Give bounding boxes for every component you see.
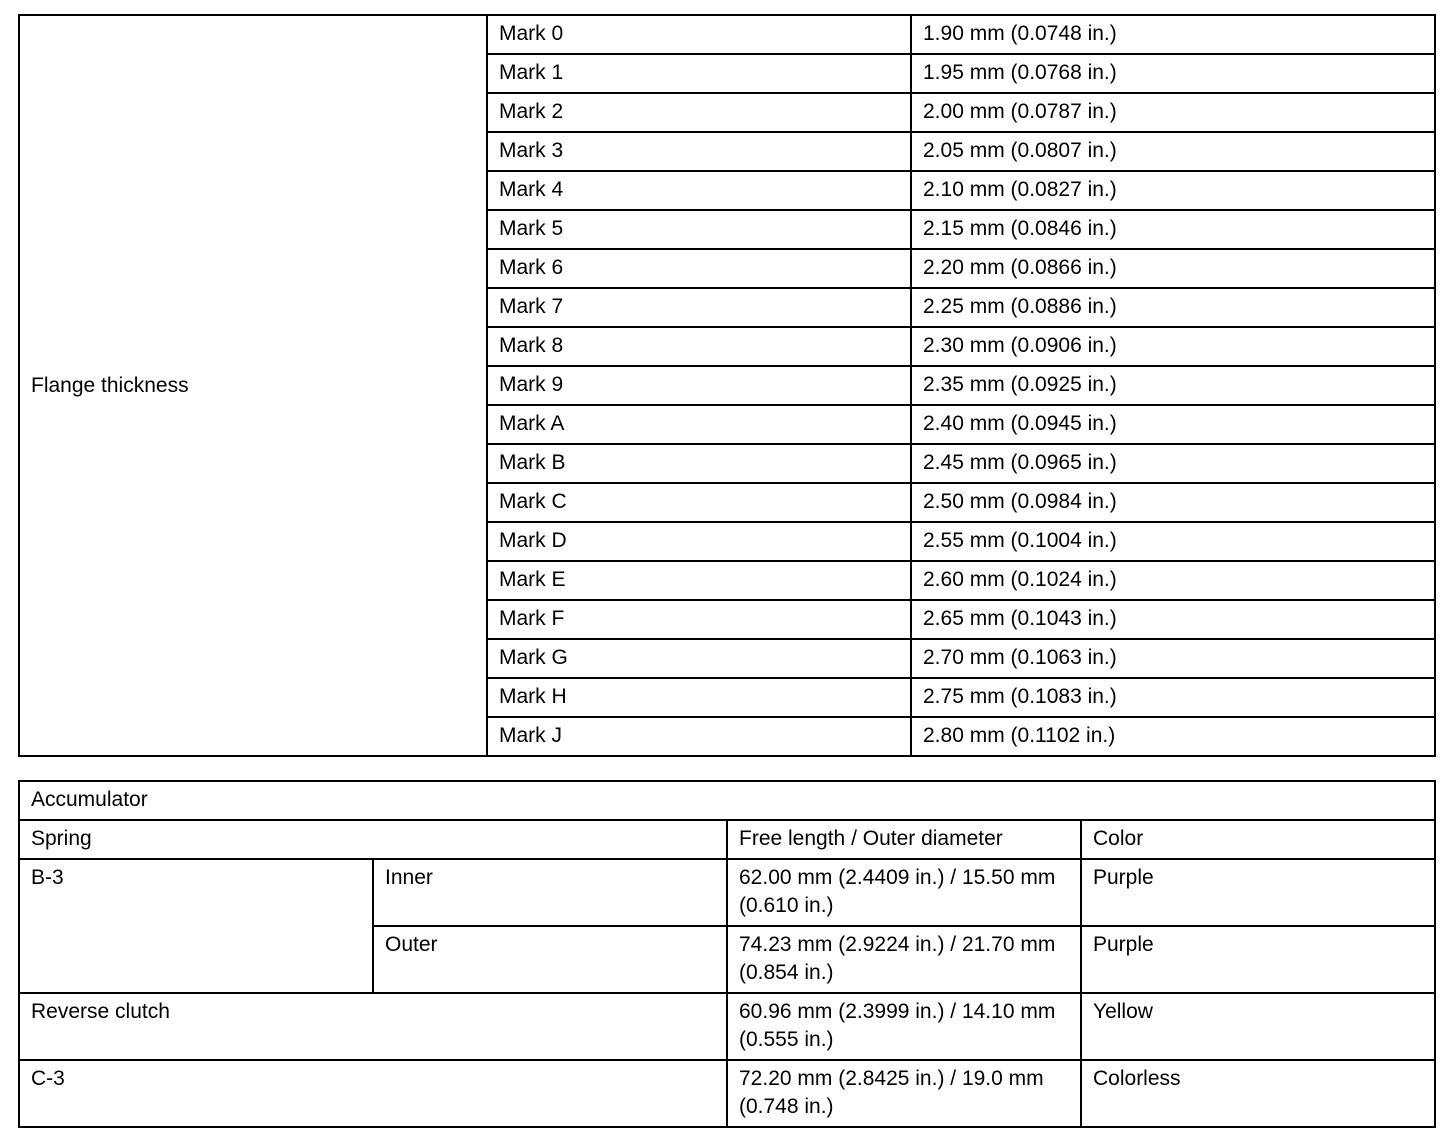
color-b3-outer: Purple xyxy=(1081,926,1435,993)
free-length-b3-outer: 74.23 mm (2.9224 in.) / 21.70 mm (0.854 in.) xyxy=(727,926,1081,993)
thickness-value-cell: 2.30 mm (0.0906 in.) xyxy=(911,327,1435,366)
mark-cell: Mark 2 xyxy=(487,93,911,132)
accumulator-title: Accumulator xyxy=(19,781,1435,820)
mark-cell: Mark 9 xyxy=(487,366,911,405)
mark-cell: Mark H xyxy=(487,678,911,717)
accumulator-table xyxy=(18,780,1436,1128)
thickness-value-cell: 2.00 mm (0.0787 in.) xyxy=(911,93,1435,132)
color-b3-inner: Purple xyxy=(1081,859,1435,926)
thickness-value-cell: 2.50 mm (0.0984 in.) xyxy=(911,483,1435,522)
color-c3: Colorless xyxy=(1081,1060,1435,1127)
thickness-value-cell: 1.95 mm (0.0768 in.) xyxy=(911,54,1435,93)
flange-table-body xyxy=(19,15,1435,756)
thickness-value-cell: 1.90 mm (0.0748 in.) xyxy=(911,15,1435,54)
thickness-value-cell: 2.35 mm (0.0925 in.) xyxy=(911,366,1435,405)
thickness-value-cell: 2.70 mm (0.1063 in.) xyxy=(911,639,1435,678)
mark-cell: Mark C xyxy=(487,483,911,522)
spring-name-reverse-clutch: Reverse clutch xyxy=(19,993,727,1060)
thickness-value-cell: 2.40 mm (0.0945 in.) xyxy=(911,405,1435,444)
thickness-value-cell: 2.05 mm (0.0807 in.) xyxy=(911,132,1435,171)
thickness-value-cell: 2.75 mm (0.1083 in.) xyxy=(911,678,1435,717)
header-spring: Spring xyxy=(19,820,727,859)
thickness-value-cell: 2.15 mm (0.0846 in.) xyxy=(911,210,1435,249)
accumulator-header-row xyxy=(19,820,1435,859)
spring-sub-outer: Outer xyxy=(373,926,727,993)
mark-cell: Mark 6 xyxy=(487,249,911,288)
free-length-reverse-clutch: 60.96 mm (2.3999 in.) / 14.10 mm (0.555 in.) xyxy=(727,993,1081,1060)
mark-cell: Mark 4 xyxy=(487,171,911,210)
table-row xyxy=(19,993,1435,1060)
accumulator-title-row xyxy=(19,781,1435,820)
table-row xyxy=(19,15,1435,54)
flange-thickness-table xyxy=(18,14,1436,757)
thickness-value-cell: 2.65 mm (0.1043 in.) xyxy=(911,600,1435,639)
spring-name-b3: B-3 xyxy=(19,859,373,993)
thickness-value-cell: 2.25 mm (0.0886 in.) xyxy=(911,288,1435,327)
thickness-value-cell: 2.60 mm (0.1024 in.) xyxy=(911,561,1435,600)
mark-cell: Mark J xyxy=(487,717,911,756)
mark-cell: Mark 3 xyxy=(487,132,911,171)
mark-cell: Mark B xyxy=(487,444,911,483)
thickness-value-cell: 2.10 mm (0.0827 in.) xyxy=(911,171,1435,210)
mark-cell: Mark F xyxy=(487,600,911,639)
header-free-length: Free length / Outer diameter xyxy=(727,820,1081,859)
mark-cell: Mark A xyxy=(487,405,911,444)
table-row xyxy=(19,1060,1435,1127)
thickness-value-cell: 2.55 mm (0.1004 in.) xyxy=(911,522,1435,561)
mark-cell: Mark 0 xyxy=(487,15,911,54)
mark-cell: Mark 7 xyxy=(487,288,911,327)
header-color: Color xyxy=(1081,820,1435,859)
mark-cell: Mark 1 xyxy=(487,54,911,93)
color-reverse-clutch: Yellow xyxy=(1081,993,1435,1060)
free-length-c3: 72.20 mm (2.8425 in.) / 19.0 mm (0.748 in.) xyxy=(727,1060,1081,1127)
mark-cell: Mark G xyxy=(487,639,911,678)
flange-thickness-label: Flange thickness xyxy=(19,15,487,756)
mark-cell: Mark D xyxy=(487,522,911,561)
thickness-value-cell: 2.20 mm (0.0866 in.) xyxy=(911,249,1435,288)
table-row xyxy=(19,859,1435,926)
spring-sub-inner: Inner xyxy=(373,859,727,926)
thickness-value-cell: 2.45 mm (0.0965 in.) xyxy=(911,444,1435,483)
mark-cell: Mark 8 xyxy=(487,327,911,366)
mark-cell: Mark E xyxy=(487,561,911,600)
spring-name-c3: C-3 xyxy=(19,1060,727,1127)
free-length-b3-inner: 62.00 mm (2.4409 in.) / 15.50 mm (0.610 in.) xyxy=(727,859,1081,926)
mark-cell: Mark 5 xyxy=(487,210,911,249)
thickness-value-cell: 2.80 mm (0.1102 in.) xyxy=(911,717,1435,756)
